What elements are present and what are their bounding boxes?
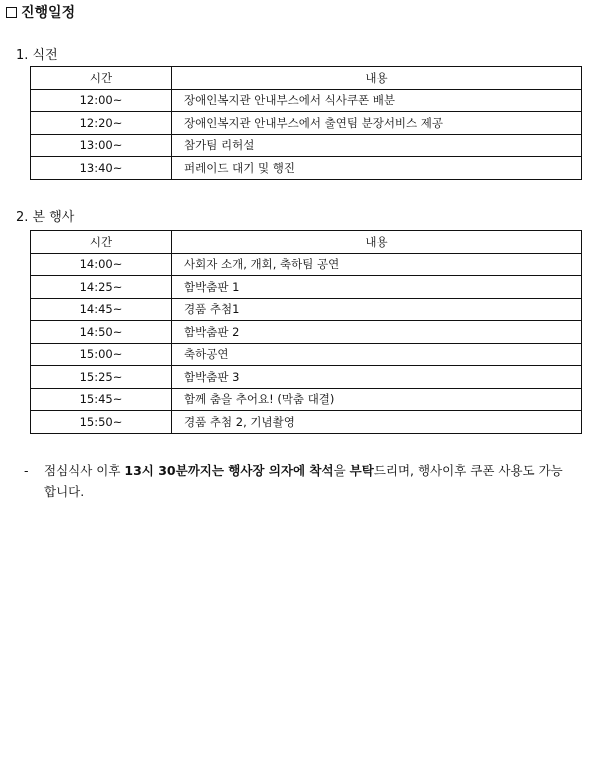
table-row [31,134,582,157]
time-cell: 13:40~ [31,157,172,180]
note-part: 을 [333,463,350,478]
content-cell: 함박춤판 2 [172,321,582,344]
time-cell: 12:20~ [31,112,172,135]
content-cell: 사회자 소개, 개회, 축하팀 공연 [172,253,582,276]
time-cell: 15:25~ [31,366,172,389]
table-header-row [31,67,582,90]
content-cell: 경품 추첨1 [172,298,582,321]
content-cell: 장애인복지관 안내부스에서 식사쿠폰 배분 [172,89,582,112]
content-column-header: 내용 [172,231,582,254]
table-row [31,298,582,321]
note-text [44,460,574,502]
table-row [31,157,582,180]
content-cell: 축하공연 [172,343,582,366]
time-cell: 15:45~ [31,388,172,411]
table-row [31,343,582,366]
time-column-header: 시간 [31,67,172,90]
table-row [31,276,582,299]
content-cell: 함박춤판 1 [172,276,582,299]
table-row [31,366,582,389]
time-cell: 12:00~ [31,89,172,112]
note-part: 점심식사 이후 [44,463,125,478]
table-header-row [31,231,582,254]
time-column-header: 시간 [31,231,172,254]
table-row [31,321,582,344]
table-row [31,89,582,112]
content-cell: 함께 춤을 추어요! (막춤 대결) [172,388,582,411]
schedule-heading [6,2,75,22]
note-part-emphasis: 부탁 [349,463,374,478]
table-row [31,253,582,276]
content-cell: 경품 추첨 2, 기념촬영 [172,411,582,434]
time-cell: 14:50~ [31,321,172,344]
content-cell: 함박춤판 3 [172,366,582,389]
section-title-main-event: 2. 본 행사 [16,210,75,225]
lunch-note [24,460,574,502]
checkbox-icon [6,7,17,18]
note-dash: - [24,463,29,478]
content-cell: 퍼레이드 대기 및 행진 [172,157,582,180]
time-cell: 14:00~ [31,253,172,276]
main-event-table [30,230,582,434]
time-cell: 13:00~ [31,134,172,157]
content-column-header: 내용 [172,67,582,90]
time-cell: 15:00~ [31,343,172,366]
note-part-emphasis: 13시 30분까지는 행사장 의자에 착석 [124,463,334,478]
time-cell: 14:45~ [31,298,172,321]
table-row [31,112,582,135]
content-cell: 참가팀 리허설 [172,134,582,157]
note-part: 드리며, 행사이후 쿠폰 사용도 가능합니다. [44,463,563,499]
table-row [31,388,582,411]
content-cell: 장애인복지관 안내부스에서 출연팀 분장서비스 제공 [172,112,582,135]
time-cell: 15:50~ [31,411,172,434]
table-row [31,411,582,434]
pre-ceremony-table [30,66,582,180]
schedule-heading-text: 진행일정 [21,5,76,21]
section-title-ceremony-before: 1. 식전 [16,48,58,63]
time-cell: 14:25~ [31,276,172,299]
